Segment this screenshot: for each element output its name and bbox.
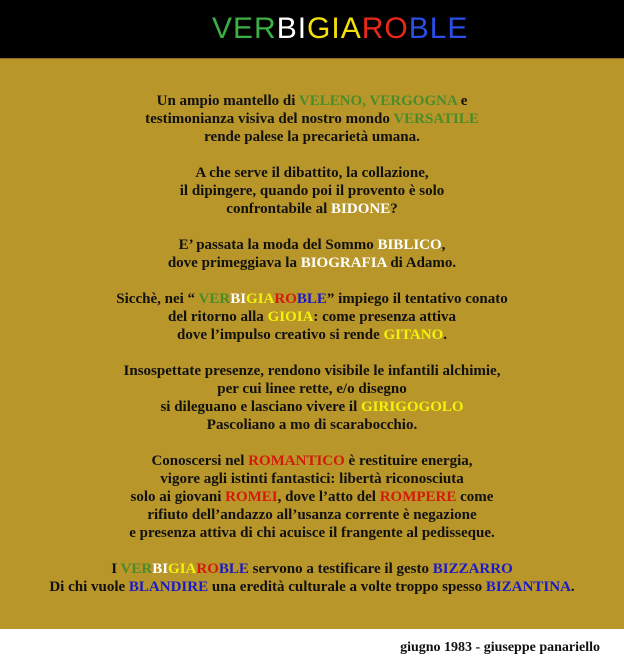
line-text: dove primeggiava la xyxy=(167,255,301,271)
line-text: A che serve il dibattito, la collazione, xyxy=(195,165,429,181)
highlighted-word: BIBLICO xyxy=(377,237,442,253)
highlighted-word: BIDONE xyxy=(331,201,391,217)
line-text: e xyxy=(456,93,468,109)
poem-line xyxy=(0,398,624,416)
line-text: vigore agli istinti fantastici: libertà riconosciuta xyxy=(160,471,464,487)
highlighted-word: ROMEI xyxy=(225,489,278,505)
line-text: , dove l’atto del xyxy=(277,489,380,505)
poem-line xyxy=(0,578,624,596)
poem-line xyxy=(0,164,624,182)
highlighted-word: BIZANTINA xyxy=(485,579,571,595)
line-text: Insospettate presenze, rendono visibile le infantili alchimie, xyxy=(123,363,501,379)
highlighted-word: ROMPERE xyxy=(379,489,457,505)
title-segment: VER xyxy=(212,12,277,45)
poem-line xyxy=(0,362,624,380)
highlighted-word: GIA xyxy=(246,291,275,307)
poem-stanza xyxy=(0,164,624,218)
poem-stanza xyxy=(0,236,624,272)
poem-line xyxy=(0,92,624,110)
poem-stanza xyxy=(0,362,624,434)
line-text: servono a testificare il gesto xyxy=(248,561,433,577)
line-text: , xyxy=(441,237,446,253)
poem-line xyxy=(0,200,624,218)
title-segment: BI xyxy=(276,12,308,45)
line-text: . xyxy=(443,327,447,343)
poem-stanza xyxy=(0,290,624,344)
poem-line xyxy=(0,290,624,308)
highlighted-word: VELENO, VERGOGNA xyxy=(298,93,457,109)
highlighted-word: BLE xyxy=(218,561,249,577)
line-text: ? xyxy=(390,201,398,217)
line-text: Un ampio mantello di xyxy=(156,93,299,109)
line-text: il dipingere, quando poi il provento è solo xyxy=(179,183,445,199)
title-segment: GIA xyxy=(307,12,362,45)
page-title xyxy=(212,11,468,47)
line-text: ” impiego il tentativo conato xyxy=(326,291,508,307)
highlighted-word: BIOGRAFIA xyxy=(300,255,387,271)
line-text: si dileguano e lasciano vivere il xyxy=(160,399,362,415)
highlighted-word: VERSATILE xyxy=(393,111,479,127)
line-text: Conoscersi nel xyxy=(151,453,249,469)
line-text: per cui linee rette, e/o disegno xyxy=(217,381,407,397)
line-text: E’ passata la moda del Sommo xyxy=(178,237,378,253)
poem-stanza xyxy=(0,92,624,146)
highlighted-word: ROMANTICO xyxy=(248,453,345,469)
poem-line xyxy=(0,470,624,488)
highlighted-word: BIZZARRO xyxy=(432,561,513,577)
line-text: è restituire energia, xyxy=(344,453,473,469)
poem-line xyxy=(0,524,624,542)
line-text: : come presenza attiva xyxy=(313,309,457,325)
highlighted-word: GIA xyxy=(168,561,197,577)
poem-line xyxy=(0,254,624,272)
title-segment: RO xyxy=(361,12,409,45)
poem-stanza xyxy=(0,560,624,596)
poem-line xyxy=(0,416,624,434)
poem-line xyxy=(0,308,624,326)
line-text: testimonianza visiva del nostro mondo xyxy=(145,111,394,127)
highlighted-word: BLANDIRE xyxy=(128,579,209,595)
poem-line xyxy=(0,452,624,470)
poem-line xyxy=(0,380,624,398)
highlighted-word: BI xyxy=(152,561,169,577)
poem-stanza xyxy=(0,452,624,542)
highlighted-word: GITANO xyxy=(383,327,444,343)
line-text: Di chi vuole xyxy=(49,579,129,595)
line-text: . xyxy=(570,579,575,595)
line-text: una eredità culturale a volte troppo spesso xyxy=(208,579,486,595)
highlighted-word: GIOIA xyxy=(267,309,314,325)
line-text: confrontabile al xyxy=(226,201,332,217)
highlighted-word: VER xyxy=(198,291,231,307)
line-text: Sicchè, nei “ xyxy=(116,291,199,307)
line-text: di Adamo. xyxy=(386,255,457,271)
poem-line xyxy=(0,182,624,200)
highlighted-word: VER xyxy=(120,561,153,577)
title-segment: BLE xyxy=(408,12,469,45)
poem-text xyxy=(0,92,624,614)
line-text: del ritorno alla xyxy=(167,309,268,325)
poem-line xyxy=(0,128,624,146)
header-bar xyxy=(0,0,624,58)
poem-line xyxy=(0,110,624,128)
line-text: rende palese la precarietà umana. xyxy=(204,129,420,145)
line-text: e presenza attiva di chi acuisce il frangente al pedisseque. xyxy=(129,525,495,541)
line-text: solo ai giovani xyxy=(130,489,226,505)
line-text: I xyxy=(111,561,121,577)
highlighted-word: GIRIGOGOLO xyxy=(361,399,464,415)
line-text: Pascoliano a mo di scarabocchio. xyxy=(206,417,418,433)
poem-line xyxy=(0,326,624,344)
poem-line xyxy=(0,506,624,524)
poem-line xyxy=(0,236,624,254)
highlighted-word: BI xyxy=(230,291,247,307)
highlighted-word: RO xyxy=(196,561,219,577)
line-text: rifiuto dell’andazzo all’usanza corrente è negazione xyxy=(147,507,477,523)
highlighted-word: BLE xyxy=(296,291,327,307)
line-text: dove l’impulso creativo si rende xyxy=(176,327,384,343)
highlighted-word: RO xyxy=(274,291,297,307)
line-text: come xyxy=(456,489,494,505)
poem-line xyxy=(0,488,624,506)
signature: giugno 1983 - giuseppe panariello xyxy=(400,640,600,655)
poem-line xyxy=(0,560,624,578)
